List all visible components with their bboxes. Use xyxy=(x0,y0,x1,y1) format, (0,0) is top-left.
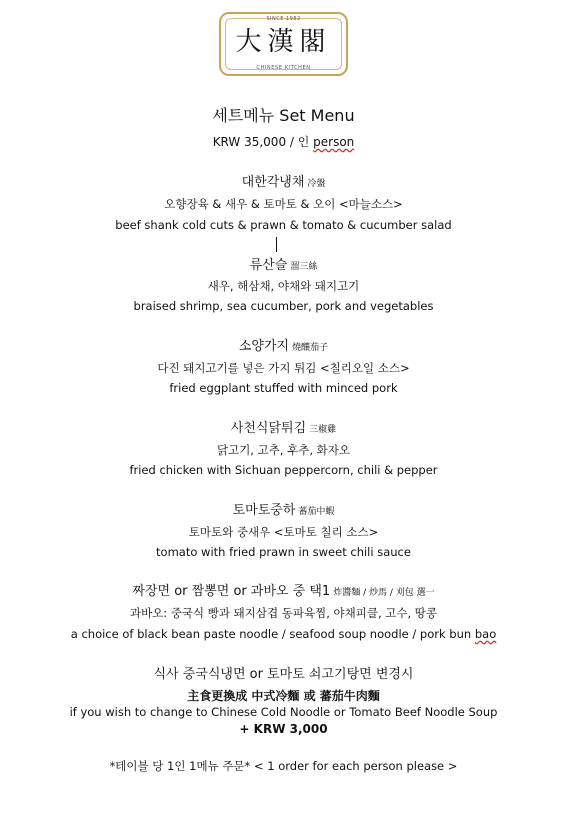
course-3-korean: 다진 돼지고기를 넣은 가지 튀김 <칠리오일 소스> xyxy=(157,361,410,375)
course-2-korean: 새우, 해삼채, 야채와 돼지고기 xyxy=(207,279,360,293)
course-4-hanja: 三椒雞 xyxy=(309,425,337,435)
logo-since: SINCE 1982 xyxy=(266,16,301,22)
course-3-name: 소양가지 xyxy=(238,339,290,354)
course-1-title xyxy=(0,174,567,193)
logo-hanja: 大漢閣 xyxy=(235,27,332,57)
course-1-name: 대한각냉채 xyxy=(241,175,305,190)
change-english: if you wish to change to Chinese Cold Noodle or Tomato Beef Noodle Soup xyxy=(69,705,498,719)
menu-price-amount: KRW 35,000 / 인 xyxy=(212,135,314,149)
course-1-hanja: 冷盤 xyxy=(307,179,326,189)
footnote: *테이블 당 1인 1메뉴 주문* < 1 order for each person please > xyxy=(109,759,458,773)
choice-name: 짜장면 or 짬뽕면 or 과바오 중 택1 xyxy=(132,584,331,599)
course-1-korean: 오향장육 & 새우 & 토마토 & 오이 <마늘소스> xyxy=(164,197,403,211)
choice-korean: 과바오: 중국식 빵과 돼지삼겹 동파육찜, 야채피클, 고수, 땅콩 xyxy=(129,606,438,620)
choice-english xyxy=(0,626,567,642)
choice-title xyxy=(0,583,567,602)
course-4-title xyxy=(0,420,567,439)
course-3-hanja: 燒釀茄子 xyxy=(292,343,329,353)
course-3-english: fried eggplant stuffed with minced pork xyxy=(169,381,398,395)
choice-english-text: a choice of black bean paste noodle / seafood soup noodle / pork bun xyxy=(70,627,475,641)
course-1-english: beef shank cold cuts & prawn & tomato & cucumber salad xyxy=(115,218,452,232)
change-price: + KRW 3,000 xyxy=(239,722,328,736)
course-5-english: tomato with fried prawn in sweet chili sauce xyxy=(156,545,411,559)
course-5-title xyxy=(0,502,567,521)
course-2-title xyxy=(0,257,567,276)
change-title: 식사 중국식냉면 or 토마토 쇠고기탕면 변경시 xyxy=(153,667,414,682)
course-3-title xyxy=(0,338,567,357)
course-2-english: braised shrimp, sea cucumber, pork and vegetables xyxy=(133,299,434,313)
menu-price-person: person xyxy=(313,135,355,149)
divider-bar xyxy=(276,237,277,252)
course-4-korean: 닭고기, 고추, 후추, 화자오 xyxy=(216,443,351,457)
course-5-name: 토마토중하 xyxy=(232,503,296,518)
course-4-name: 사천식닭튀김 xyxy=(230,421,307,436)
menu-title: 세트메뉴 Set Menu xyxy=(212,106,355,125)
logo-kitchen: CHINESE KITCHEN xyxy=(256,65,311,71)
choice-english-bao: bao xyxy=(474,627,497,641)
course-5-korean: 토마토와 중새우 <토마토 칠리 소스> xyxy=(188,525,379,539)
course-4-english: fried chicken with Sichuan peppercorn, chili & pepper xyxy=(129,463,438,477)
course-2-name: 류산슬 xyxy=(249,258,288,273)
course-2-hanja: 溜三絲 xyxy=(290,262,318,272)
menu-price xyxy=(0,134,567,150)
restaurant-logo xyxy=(219,12,348,76)
change-hanja: 主食更換成 中式冷麵 或 蕃茄牛肉麵 xyxy=(187,689,380,703)
choice-hanja: 炸醬麵 / 炒馬 / 刈包 選一 xyxy=(333,588,435,598)
course-5-hanja: 蕃茄中蝦 xyxy=(298,507,335,517)
